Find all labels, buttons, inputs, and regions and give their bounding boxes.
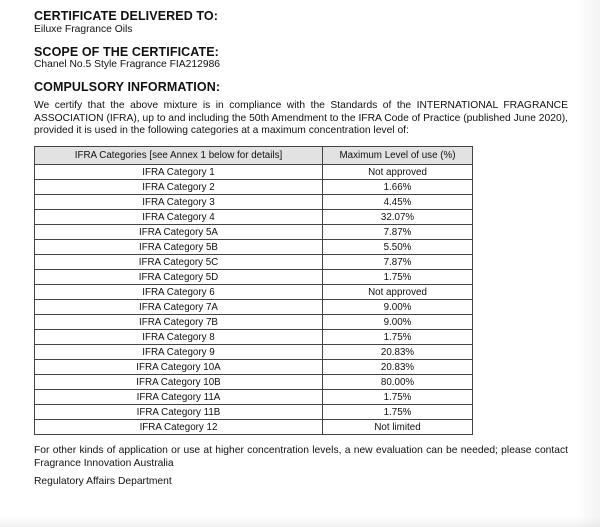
table-row [35, 180, 473, 195]
ifra-category-cell: IFRA Category 12 [35, 420, 323, 435]
regulatory-department: Regulatory Affairs Department [34, 476, 172, 487]
max-level-cell: 5.50% [323, 240, 473, 255]
statement-line-2: ASSOCIATION (IFRA), up to and including the 50th Amendment to the IFRA Code of Practice (published June 2020), [34, 112, 568, 124]
ifra-category-cell: IFRA Category 10A [35, 360, 323, 375]
table-row [35, 270, 473, 285]
ifra-category-cell: IFRA Category 4 [35, 210, 323, 225]
max-level-cell: 1.75% [323, 330, 473, 345]
max-level-cell: 20.83% [323, 360, 473, 375]
max-level-cell: 80.00% [323, 375, 473, 390]
table-row [35, 315, 473, 330]
table-row [35, 375, 473, 390]
max-level-cell: 1.66% [323, 180, 473, 195]
max-level-cell: 9.00% [323, 300, 473, 315]
max-level-cell: 1.75% [323, 270, 473, 285]
statement-line-1: We certify that the above mixture is in compliance with the Standards of the INTERNATIONAL FRAGRANCE [34, 100, 568, 111]
footer-note-line-2: Fragrance Innovation Australia [34, 457, 174, 469]
ifra-categories-table [34, 146, 473, 435]
page-shadow [0, 517, 600, 527]
ifra-category-cell: IFRA Category 6 [35, 285, 323, 300]
max-level-cell: 1.75% [323, 405, 473, 420]
table-row [35, 405, 473, 420]
table-row [35, 165, 473, 180]
ifra-category-cell: IFRA Category 7A [35, 300, 323, 315]
max-level-cell: 7.87% [323, 225, 473, 240]
delivered-to-heading: CERTIFICATE DELIVERED TO: [34, 9, 218, 23]
ifra-category-cell: IFRA Category 7B [35, 315, 323, 330]
ifra-category-cell: IFRA Category 5B [35, 240, 323, 255]
ifra-category-cell: IFRA Category 11B [35, 405, 323, 420]
table-row [35, 240, 473, 255]
table-row [35, 210, 473, 225]
max-level-cell: 32.07% [323, 210, 473, 225]
table-row [35, 225, 473, 240]
delivered-to-value: Eiluxe Fragrance Oils [34, 24, 133, 35]
max-level-cell: 20.83% [323, 345, 473, 360]
compliance-statement [34, 100, 568, 138]
ifra-category-cell: IFRA Category 5C [35, 255, 323, 270]
table-row [35, 330, 473, 345]
table-row [35, 420, 473, 435]
table-row [35, 285, 473, 300]
max-level-cell: 4.45% [323, 195, 473, 210]
ifra-category-cell: IFRA Category 3 [35, 195, 323, 210]
statement-line-3: provided it is used in the following categories at a maximum concentration level of: [34, 125, 409, 137]
ifra-category-cell: IFRA Category 9 [35, 345, 323, 360]
header-max-level: Maximum Level of use (%) [323, 147, 473, 165]
max-level-cell: Not approved [323, 285, 473, 300]
table-row [35, 195, 473, 210]
max-level-cell: Not limited [323, 420, 473, 435]
ifra-category-cell: IFRA Category 5A [35, 225, 323, 240]
table-row [35, 255, 473, 270]
max-level-cell: 7.87% [323, 255, 473, 270]
compulsory-heading: COMPULSORY INFORMATION: [34, 80, 221, 94]
max-level-cell: 9.00% [323, 315, 473, 330]
scope-heading: SCOPE OF THE CERTIFICATE: [34, 45, 219, 59]
table-row [35, 360, 473, 375]
max-level-cell: 1.75% [323, 390, 473, 405]
ifra-category-cell: IFRA Category 1 [35, 165, 323, 180]
scope-value: Chanel No.5 Style Fragrance FIA212986 [34, 59, 221, 70]
table-row [35, 300, 473, 315]
table-header-row [35, 147, 473, 165]
footer-note-line-1: For other kinds of application or use at higher concentration levels, a new evaluation can be needed; please contact [34, 445, 568, 456]
header-category: IFRA Categories [see Annex 1 below for details] [35, 147, 323, 165]
ifra-category-cell: IFRA Category 10B [35, 375, 323, 390]
max-level-cell: Not approved [323, 165, 473, 180]
ifra-category-cell: IFRA Category 5D [35, 270, 323, 285]
ifra-category-cell: IFRA Category 8 [35, 330, 323, 345]
table-body [35, 165, 473, 435]
ifra-category-cell: IFRA Category 11A [35, 390, 323, 405]
footer-note [34, 445, 568, 470]
table-row [35, 345, 473, 360]
table-row [35, 390, 473, 405]
ifra-category-cell: IFRA Category 2 [35, 180, 323, 195]
